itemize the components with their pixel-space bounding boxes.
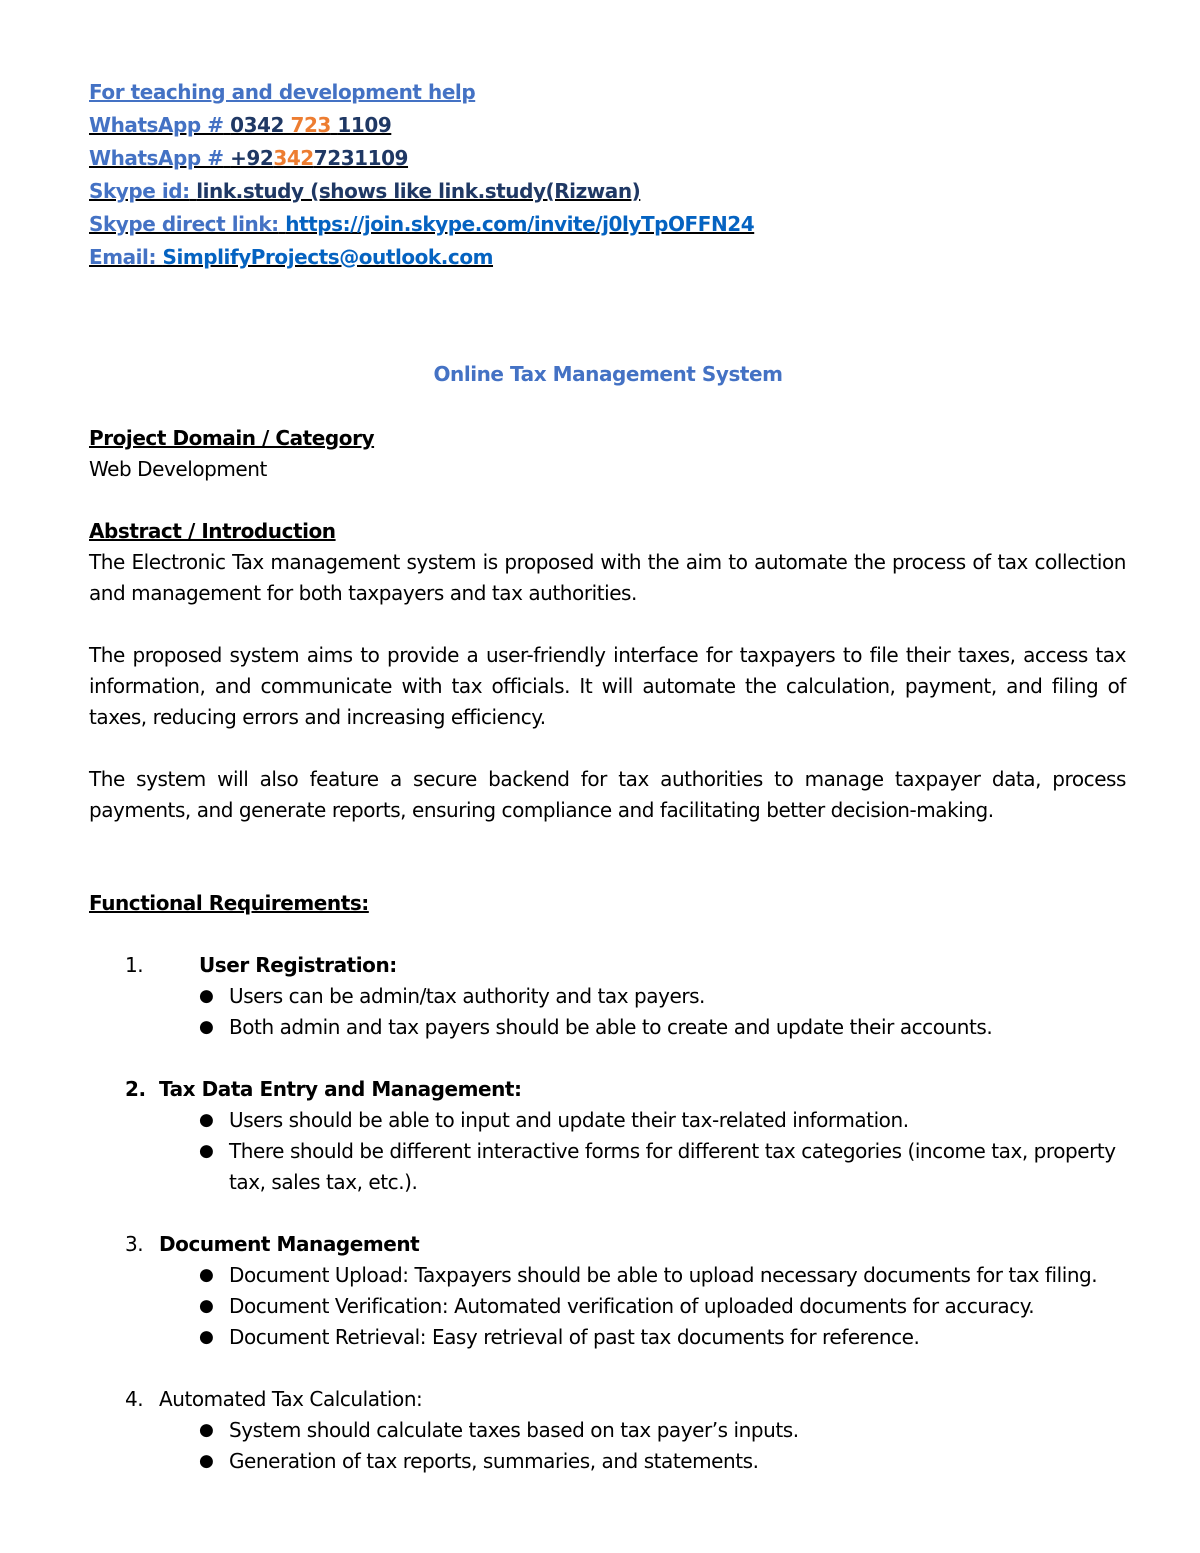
skype-id-line [89, 175, 754, 208]
whatsapp-number-part: 342 [273, 146, 314, 170]
list-item: ● Users can be admin/tax authority and tax payers. [89, 981, 1126, 1012]
document-title: Online Tax Management System [433, 362, 783, 386]
bullet-icon: ● [199, 1017, 214, 1037]
skype-id-value: link.study (shows like link.study(Rizwan) [196, 179, 641, 203]
skype-direct-link[interactable]: https://join.skype.com/invite/j0lyTpOFFN24 [285, 212, 755, 236]
list-item: ● Users should be able to input and update their tax-related information. [89, 1105, 1126, 1136]
whatsapp-number-part: 723 [290, 113, 331, 137]
document-body [89, 423, 1126, 1477]
bullet-icon: ● [199, 1451, 214, 1471]
requirement-bullets [89, 1105, 1126, 1198]
requirement-title: Automated Tax Calculation: [159, 1387, 423, 1411]
whatsapp-number-part: 1109 [337, 113, 392, 137]
email-link[interactable]: SimplifyProjects@outlook.com [162, 245, 494, 269]
bullet-icon: ● [199, 1327, 214, 1347]
functional-requirements-heading: Functional Requirements: [89, 891, 369, 915]
list-item: ● Document Retrieval: Easy retrieval of past tax documents for reference. [89, 1322, 1126, 1353]
requirement-item [89, 950, 1126, 981]
requirement-number: 1. [125, 953, 144, 977]
list-item: ● Both admin and tax payers should be able to create and update their accounts. [89, 1012, 1126, 1043]
whatsapp-line-2 [89, 142, 754, 175]
skype-link-line [89, 208, 754, 241]
list-item: ● Generation of tax reports, summaries, and statements. [89, 1446, 1126, 1477]
contact-block [89, 76, 754, 274]
requirement-title: User Registration: [199, 953, 397, 977]
list-item: ● There should be different interactive forms for different tax categories (income tax, property tax, sales tax, etc.). [89, 1136, 1126, 1198]
whatsapp-label: WhatsApp # [89, 113, 224, 137]
requirement-bullets [89, 981, 1126, 1043]
whatsapp-number-part: +92 [230, 146, 274, 170]
requirement-number: 2. [125, 1077, 146, 1101]
bullet-icon: ● [199, 986, 214, 1006]
requirement-number: 3. [125, 1232, 144, 1256]
list-item: ● Document Verification: Automated verification of uploaded documents for accuracy. [89, 1291, 1126, 1322]
abstract-paragraph: The system will also feature a secure backend for tax authorities to manage taxpayer data, process payments, and generate reports, ensuring compliance and facilitating better decision-making. [89, 767, 1126, 822]
requirement-item [89, 1384, 1126, 1415]
abstract-paragraph: The Electronic Tax management system is proposed with the aim to automate the process of tax collection and management for both taxpayers and tax authorities. [89, 550, 1126, 605]
bullet-icon: ● [199, 1141, 214, 1161]
whatsapp-line-1 [89, 109, 754, 142]
teaching-help-line: For teaching and development help [89, 80, 476, 104]
domain-value: Web Development [89, 457, 267, 481]
requirement-item [89, 1074, 1126, 1105]
list-item: ● Document Upload: Taxpayers should be able to upload necessary documents for tax filing. [89, 1260, 1126, 1291]
skype-id-label: Skype id: [89, 179, 190, 203]
abstract-heading: Abstract / Introduction [89, 519, 336, 543]
skype-link-label: Skype direct link: [89, 212, 279, 236]
bullet-icon: ● [199, 1420, 214, 1440]
bullet-icon: ● [199, 1296, 214, 1316]
requirement-item [89, 1229, 1126, 1260]
bullet-icon: ● [199, 1265, 214, 1285]
abstract-paragraph: The proposed system aims to provide a user-friendly interface for taxpayers to file their taxes, access tax information, and communicate with tax officials. It will automate the calculation, payment, and filing of taxes, reducing errors and increasing efficiency. [89, 643, 1126, 729]
requirement-bullets [89, 1415, 1126, 1477]
requirement-title: Document Management [159, 1232, 420, 1256]
domain-heading: Project Domain / Category [89, 426, 375, 450]
whatsapp-number-part: 7231109 [313, 146, 409, 170]
requirement-title: Tax Data Entry and Management: [159, 1077, 522, 1101]
whatsapp-number-part: 0342 [230, 113, 284, 137]
list-item: ● System should calculate taxes based on tax payer’s inputs. [89, 1415, 1126, 1446]
whatsapp-label: WhatsApp # [89, 146, 224, 170]
bullet-icon: ● [199, 1110, 214, 1130]
email-label: Email: [89, 245, 157, 269]
requirement-bullets [89, 1260, 1126, 1353]
email-line [89, 241, 754, 274]
requirement-number: 4. [125, 1387, 144, 1411]
